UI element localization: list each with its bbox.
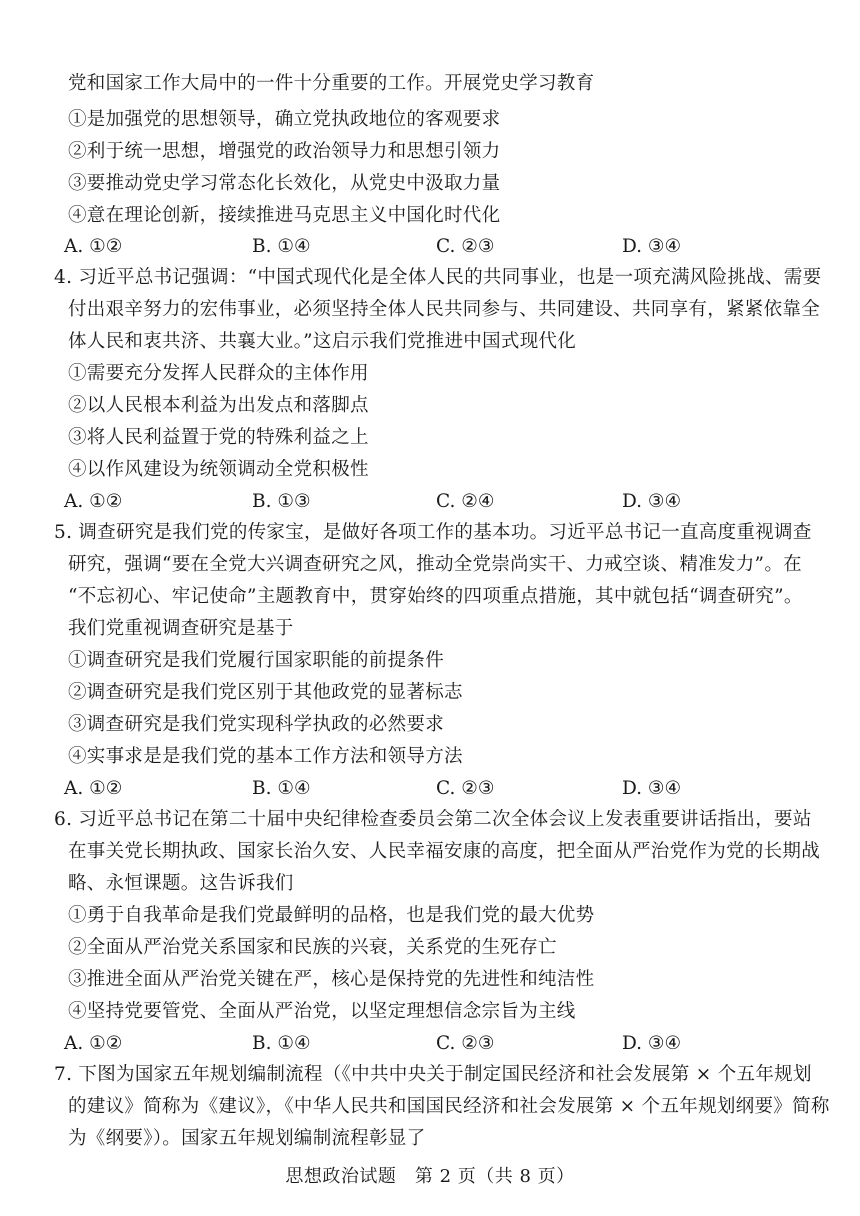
q3-choice-c: C. ②③: [436, 236, 495, 257]
q5-stem-line-3: “不忘初心、牢记使命”主题教育中，贯穿始终的四项重点措施，其中就包括“调查研究”。: [68, 586, 803, 607]
q5-option-3: ③调查研究是我们党实现科学执政的必然要求: [68, 714, 445, 735]
q5-option-4: ④实事求是是我们党的基本工作方法和领导方法: [68, 746, 463, 767]
q4-option-4: ④以作风建设为统领调动全党积极性: [68, 459, 369, 480]
q5-stem-line-2: 研究，强调“要在全党大兴调查研究之风，推动全党崇尚实干、力戒空谈、精准发力”。在: [68, 554, 802, 575]
q4-choice-a: A. ①②: [64, 491, 123, 512]
q6-option-1: ①勇于自我革命是我们党最鲜明的品格，也是我们党的最大优势: [68, 905, 595, 926]
q5-choice-a: A. ①②: [64, 778, 123, 799]
q3-option-3: ③要推动党史学习常态化长效化，从党史中汲取力量: [68, 173, 501, 194]
q6-choice-b: B. ①④: [252, 1033, 311, 1054]
q5-choice-b: B. ①④: [252, 778, 311, 799]
q4-choice-b: B. ①③: [252, 491, 311, 512]
q6-stem-line-1: 6. 习近平总书记在第二十届中央纪律检查委员会第二次全体会议上发表重要讲话指出，要站: [54, 809, 812, 830]
q5-choices: [64, 777, 784, 801]
q4-choices: [64, 490, 784, 514]
q7-stem-line-2: 的建议》简称为《建议》，《中华人民共和国国民经济和社会发展第 × 个五年规划纲要》简称: [68, 1096, 830, 1117]
q5-choice-d: D. ③④: [622, 778, 682, 799]
q4-stem-line-3: 体人民和衷共济、共襄大业。”这启示我们党推进中国式现代化: [68, 331, 577, 352]
q6-option-2: ②全面从严治党关系国家和民族的兴衰，关系党的生死存亡: [68, 937, 557, 958]
q6-stem-line-3: 略、永恒课题。这告诉我们: [68, 873, 294, 894]
q7-stem-line-1: 7. 下图为国家五年规划编制流程（《中共中央关于制定国民经济和社会发展第 × 个五年规划: [54, 1064, 812, 1085]
q4-option-2: ②以人民根本利益为出发点和落脚点: [68, 395, 369, 416]
q5-choice-c: C. ②③: [436, 778, 495, 799]
q5-option-2: ②调查研究是我们党区别于其他政党的显著标志: [68, 682, 463, 703]
q5-option-1: ①调查研究是我们党履行国家职能的前提条件: [68, 650, 445, 671]
q6-choice-a: A. ①②: [64, 1033, 123, 1054]
q6-choice-c: C. ②③: [436, 1033, 495, 1054]
q6-choices: [64, 1032, 784, 1056]
q4-option-1: ①需要充分发挥人民群众的主体作用: [68, 363, 369, 384]
page-footer: 思想政治试题 第 2 页（共 8 页）: [285, 1166, 575, 1187]
q5-stem-line-1: 5. 调查研究是我们党的传家宝，是做好各项工作的基本功。习近平总书记一直高度重视调查: [54, 522, 812, 543]
q7-stem-line-3: 为《纲要》）。国家五年规划编制流程彰显了: [68, 1128, 426, 1149]
q6-stem-line-2: 在事关党长期执政、国家长治久安、人民幸福安康的高度，把全面从严治党作为党的长期战: [68, 841, 821, 862]
q4-choice-c: C. ②④: [436, 491, 495, 512]
q3-choice-b: B. ①④: [252, 236, 311, 257]
q3-option-2: ②利于统一思想，增强党的政治领导力和思想引领力: [68, 141, 501, 162]
q5-stem-line-4: 我们党重视调查研究是基于: [68, 618, 294, 639]
q4-stem-line-1: 4. 习近平总书记强调：“中国式现代化是全体人民的共同事业，也是一项充满风险挑战、需要: [54, 267, 822, 288]
q3-choice-d: D. ③④: [622, 236, 682, 257]
q4-option-3: ③将人民利益置于党的特殊利益之上: [68, 427, 369, 448]
q3-option-1: ①是加强党的思想领导，确立党执政地位的客观要求: [68, 109, 501, 130]
q6-option-4: ④坚持党要管党、全面从严治党，以坚定理想信念宗旨为主线: [68, 1001, 576, 1022]
q6-option-3: ③推进全面从严治党关键在严，核心是保持党的先进性和纯洁性: [68, 969, 595, 990]
q3-stem-line: 党和国家工作大局中的一件十分重要的工作。开展党史学习教育: [68, 73, 595, 94]
q4-stem-line-2: 付出艰辛努力的宏伟事业，必须坚持全体人民共同参与、共同建设、共同享有，紧紧依靠全: [68, 299, 821, 320]
q3-option-4: ④意在理论创新，接续推进马克思主义中国化时代化: [68, 205, 501, 226]
q3-choices: [64, 235, 784, 259]
q4-choice-d: D. ③④: [622, 491, 682, 512]
q3-choice-a: A. ①②: [64, 236, 123, 257]
q6-choice-d: D. ③④: [622, 1033, 682, 1054]
